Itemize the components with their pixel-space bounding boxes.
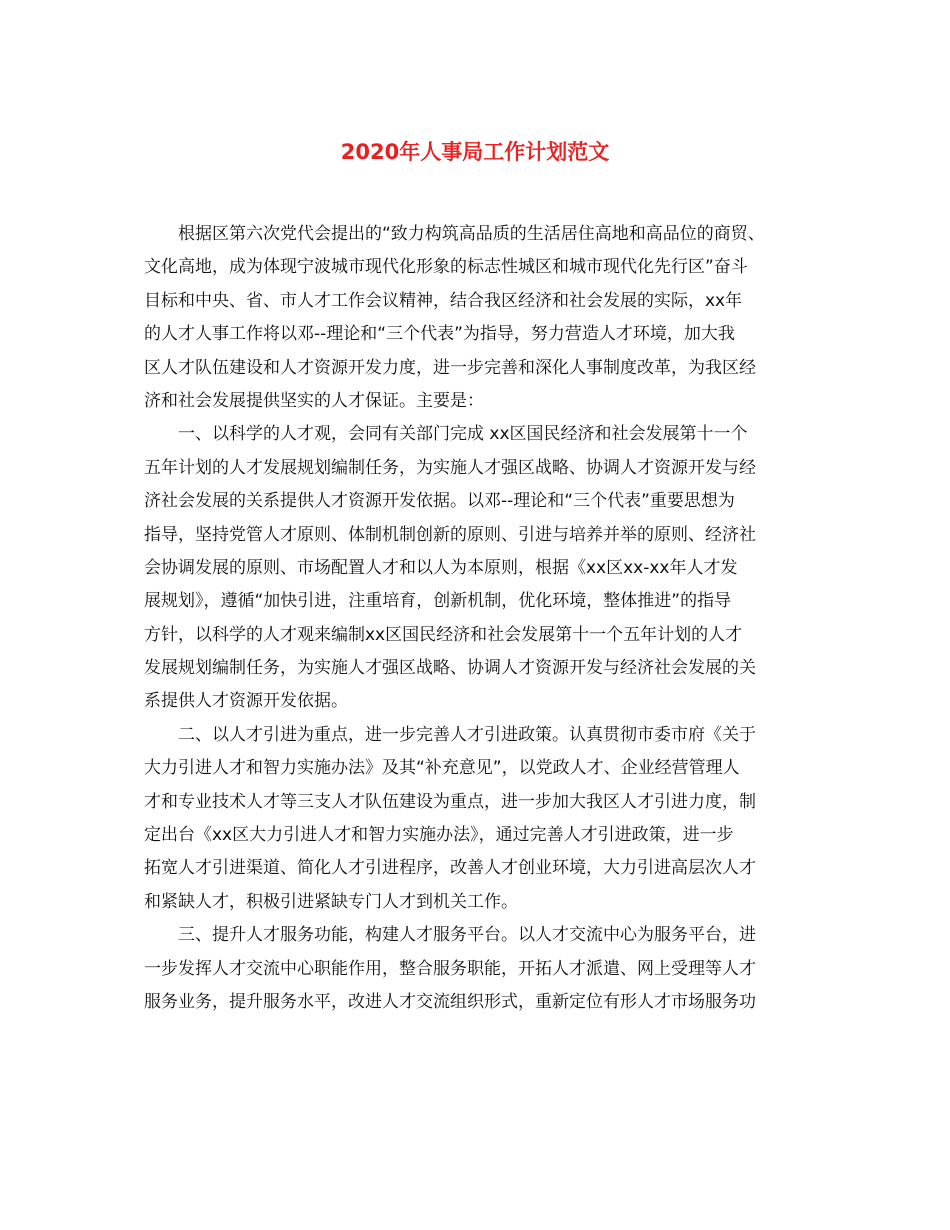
paragraph-line: 济和社会发展提供坚实的人才保证。主要是： <box>144 390 484 411</box>
paragraph-line: 文化高地，成为体现宁波城市现代化形象的标志性城区和城市现代化先行区”奋斗 <box>144 257 748 278</box>
paragraph-line: 目标和中央、省、市人才工作会议精神，结合我区经济和社会发展的实际，xx年 <box>144 290 743 311</box>
paragraph-line: 展规划》，遵循“加快引进，注重培育，创新机制，优化环境，整体推进”的指导 <box>144 591 732 612</box>
paragraph-line: 的人才人事工作将以邓--理论和“三个代表”为指导，努力营造人才环境，加大我 <box>144 324 735 345</box>
paragraph-line: 一步发挥人才交流中心职能作用，整合服务职能，开拓人才派遣、网上受理等人才 <box>144 958 756 979</box>
paragraph-line: 根据区第六次党代会提出的“致力构筑高品质的生活居住高地和高品位的商贸、 <box>178 224 765 244</box>
paragraph-line: 才和专业技术人才等三支人才队伍建设为重点，进一步加大我区人才引进力度，制 <box>144 791 756 812</box>
paragraph-line: 和紧缺人才，积极引进紧缺专门人才到机关工作。 <box>144 891 518 912</box>
paragraph-line: 方针，以科学的人才观来编制xx区国民经济和社会发展第十一个五年计划的人才 <box>144 624 743 645</box>
document-title: 2020年人事局工作计划范文 <box>340 140 610 164</box>
paragraph-line: 三、提升人才服务功能，构建人才服务平台。以人才交流中心为服务平台，进 <box>178 925 756 946</box>
paragraph-line: 一、以科学的人才观，会同有关部门完成 xx区国民经济和社会发展第十一个 <box>178 424 748 445</box>
paragraph-line: 二、以人才引进为重点，进一步完善人才引进政策。认真贯彻市委市府《关于 <box>178 724 756 745</box>
paragraph-line: 区人才队伍建设和人才资源开发力度，进一步完善和深化人事制度改革，为我区经 <box>144 357 756 378</box>
paragraph-line: 大力引进人才和智力实施办法》及其“补充意见”，以党政人才、企业经营管理人 <box>144 758 740 779</box>
document-body <box>144 218 824 1019</box>
paragraph-line: 指导，坚持党管人才原则、体制机制创新的原则、引进与培养并举的原则、经济社 <box>144 524 756 545</box>
paragraph-line: 五年计划的人才发展规划编制任务，为实施人才强区战略、协调人才资源开发与经 <box>144 457 756 478</box>
paragraph-line: 会协调发展的原则、市场配置人才和以人为本原则，根据《xx区xx-xx年人才发 <box>144 557 738 578</box>
paragraph-line: 服务业务，提升服务水平，改进人才交流组织形式，重新定位有形人才市场服务功 <box>144 991 756 1012</box>
paragraph-line: 拓宽人才引进渠道、简化人才引进程序，改善人才创业环境，大力引进高层次人才 <box>144 858 756 879</box>
paragraph-line: 系提供人才资源开发依据。 <box>144 691 348 712</box>
paragraph-line: 定出台《xx区大力引进人才和智力实施办法》，通过完善人才引进政策，进一步 <box>144 825 734 846</box>
paragraph-line: 济社会发展的关系提供人才资源开发依据。以邓--理论和“三个代表”重要思想为 <box>144 491 735 512</box>
paragraph-line: 发展规划编制任务，为实施人才强区战略、协调人才资源开发与经济社会发展的关 <box>144 658 756 679</box>
